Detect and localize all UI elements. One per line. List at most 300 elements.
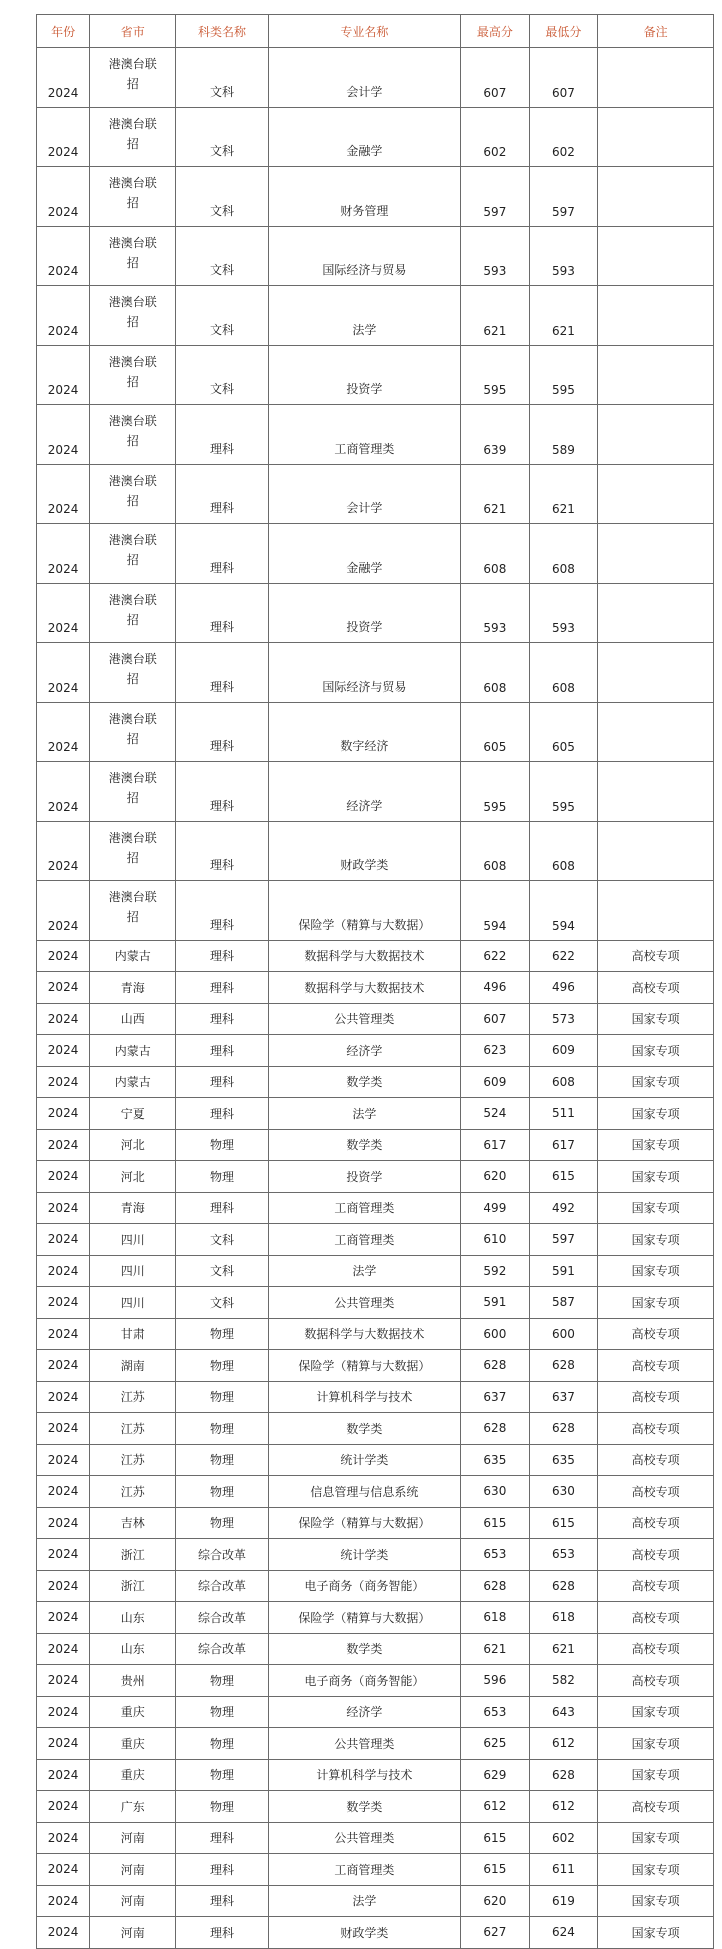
- year-cell: 2024: [37, 1255, 90, 1287]
- min-score-cell: 628: [529, 1413, 598, 1445]
- year-cell: 2024: [37, 1381, 90, 1413]
- year-cell: 2024: [37, 226, 90, 286]
- subject-cell: 理科: [176, 405, 268, 465]
- note-cell: [598, 107, 714, 167]
- table-row: [37, 972, 714, 1004]
- province-text: 港澳台联招: [108, 592, 157, 627]
- table-row: [37, 1917, 714, 1949]
- subject-cell: 物理: [176, 1444, 268, 1476]
- province-cell: [90, 643, 176, 703]
- note-cell: 高校专项: [598, 1476, 714, 1508]
- province-cell: 重庆: [90, 1728, 176, 1760]
- major-cell: 数学类: [268, 1791, 461, 1823]
- year-cell: 2024: [37, 583, 90, 643]
- note-cell: [598, 524, 714, 584]
- table-row: [37, 1066, 714, 1098]
- major-cell: 金融学: [268, 107, 461, 167]
- table-row: [37, 1539, 714, 1571]
- note-cell: 国家专项: [598, 1192, 714, 1224]
- province-text: 港澳台联招: [108, 473, 157, 508]
- province-cell: 内蒙古: [90, 1066, 176, 1098]
- year-cell: 2024: [37, 1759, 90, 1791]
- year-cell: 2024: [37, 1129, 90, 1161]
- subject-cell: 理科: [176, 464, 268, 524]
- note-cell: 国家专项: [598, 1035, 714, 1067]
- max-score-cell: 608: [461, 643, 530, 703]
- province-cell: [90, 762, 176, 822]
- max-score-cell: 608: [461, 821, 530, 881]
- min-score-cell: 595: [529, 762, 598, 822]
- table-row: [37, 1602, 714, 1634]
- province-cell: 重庆: [90, 1696, 176, 1728]
- year-cell: 2024: [37, 1476, 90, 1508]
- subject-cell: 理科: [176, 1066, 268, 1098]
- note-cell: [598, 881, 714, 941]
- year-cell: 2024: [37, 762, 90, 822]
- max-score-cell: 609: [461, 1066, 530, 1098]
- note-cell: 高校专项: [598, 1570, 714, 1602]
- table-row: [37, 1381, 714, 1413]
- min-score-cell: 593: [529, 226, 598, 286]
- province-text: 港澳台联招: [108, 711, 157, 746]
- province-cell: 四川: [90, 1255, 176, 1287]
- province-cell: 重庆: [90, 1759, 176, 1791]
- note-cell: 高校专项: [598, 1539, 714, 1571]
- subject-cell: 理科: [176, 881, 268, 941]
- min-score-cell: 607: [529, 48, 598, 108]
- table-row: [37, 762, 714, 822]
- year-cell: 2024: [37, 821, 90, 881]
- province-cell: 内蒙古: [90, 940, 176, 972]
- table-row: [37, 1696, 714, 1728]
- year-cell: 2024: [37, 1665, 90, 1697]
- note-cell: [598, 48, 714, 108]
- max-score-cell: 628: [461, 1413, 530, 1445]
- year-cell: 2024: [37, 1318, 90, 1350]
- major-cell: 计算机科学与技术: [268, 1759, 461, 1791]
- table-row: [37, 1728, 714, 1760]
- subject-cell: 文科: [176, 107, 268, 167]
- max-score-cell: 625: [461, 1728, 530, 1760]
- province-cell: 宁夏: [90, 1098, 176, 1130]
- note-cell: 高校专项: [598, 1665, 714, 1697]
- province-text: 港澳台联招: [108, 354, 157, 389]
- note-cell: 高校专项: [598, 1791, 714, 1823]
- max-score-cell: 596: [461, 1665, 530, 1697]
- min-score-cell: 511: [529, 1098, 598, 1130]
- max-score-cell: 594: [461, 881, 530, 941]
- max-score-cell: 621: [461, 1633, 530, 1665]
- table-row: [37, 1003, 714, 1035]
- subject-cell: 理科: [176, 1917, 268, 1949]
- table-row: [37, 583, 714, 643]
- province-cell: 贵州: [90, 1665, 176, 1697]
- table-row: [37, 167, 714, 227]
- max-score-cell: 617: [461, 1129, 530, 1161]
- year-cell: 2024: [37, 1885, 90, 1917]
- major-cell: 统计学类: [268, 1539, 461, 1571]
- max-score-cell: 630: [461, 1476, 530, 1508]
- table-row: [37, 1350, 714, 1382]
- table-row: [37, 1287, 714, 1319]
- note-cell: 国家专项: [598, 1822, 714, 1854]
- admission-scores-table: [36, 14, 714, 1949]
- max-score-cell: 653: [461, 1696, 530, 1728]
- major-cell: 保险学（精算与大数据）: [268, 1602, 461, 1634]
- max-score-cell: 595: [461, 762, 530, 822]
- note-cell: 国家专项: [598, 1066, 714, 1098]
- max-score-cell: 628: [461, 1570, 530, 1602]
- province-text: 港澳台联招: [108, 652, 157, 686]
- major-cell: 经济学: [268, 762, 461, 822]
- min-score-cell: 628: [529, 1759, 598, 1791]
- min-score-cell: 605: [529, 702, 598, 762]
- max-score-cell: 499: [461, 1192, 530, 1224]
- subject-cell: 综合改革: [176, 1570, 268, 1602]
- province-cell: 山东: [90, 1602, 176, 1634]
- table-row: [37, 702, 714, 762]
- major-cell: 保险学（精算与大数据）: [268, 1507, 461, 1539]
- subject-cell: 文科: [176, 286, 268, 346]
- table-row: [37, 345, 714, 405]
- province-cell: 河南: [90, 1917, 176, 1949]
- province-text: 港澳台联招: [108, 116, 157, 151]
- note-cell: [598, 167, 714, 227]
- max-score-cell: 615: [461, 1854, 530, 1886]
- year-cell: 2024: [37, 464, 90, 524]
- major-cell: 财务管理: [268, 167, 461, 227]
- max-score-cell: 629: [461, 1759, 530, 1791]
- max-score-cell: 608: [461, 524, 530, 584]
- min-score-cell: 594: [529, 881, 598, 941]
- province-cell: [90, 107, 176, 167]
- year-cell: 2024: [37, 1444, 90, 1476]
- year-cell: 2024: [37, 1413, 90, 1445]
- major-cell: 信息管理与信息系统: [268, 1476, 461, 1508]
- major-cell: 公共管理类: [268, 1287, 461, 1319]
- max-score-cell: 610: [461, 1224, 530, 1256]
- province-cell: 甘肃: [90, 1318, 176, 1350]
- max-score-cell: 593: [461, 226, 530, 286]
- table-header-row: [37, 15, 714, 48]
- province-text: 港澳台联招: [108, 533, 157, 567]
- province-text: 港澳台联招: [108, 890, 157, 924]
- major-cell: 金融学: [268, 524, 461, 584]
- major-cell: 计算机科学与技术: [268, 1381, 461, 1413]
- max-score-cell: 639: [461, 405, 530, 465]
- min-score-cell: 643: [529, 1696, 598, 1728]
- province-cell: [90, 48, 176, 108]
- table-row: [37, 643, 714, 703]
- table-row: [37, 881, 714, 941]
- major-cell: 数据科学与大数据技术: [268, 940, 461, 972]
- min-score-cell: 628: [529, 1570, 598, 1602]
- table-row: [37, 1255, 714, 1287]
- subject-cell: 理科: [176, 762, 268, 822]
- table-row: [37, 226, 714, 286]
- note-cell: 国家专项: [598, 1098, 714, 1130]
- subject-cell: 文科: [176, 226, 268, 286]
- year-cell: 2024: [37, 643, 90, 703]
- subject-cell: 物理: [176, 1665, 268, 1697]
- max-score-cell: 595: [461, 345, 530, 405]
- province-cell: 四川: [90, 1224, 176, 1256]
- table-body: [37, 48, 714, 1949]
- province-cell: [90, 881, 176, 941]
- subject-cell: 理科: [176, 1822, 268, 1854]
- major-cell: 电子商务（商务智能）: [268, 1665, 461, 1697]
- min-score-cell: 573: [529, 1003, 598, 1035]
- max-score-cell: 621: [461, 464, 530, 524]
- note-cell: 国家专项: [598, 1696, 714, 1728]
- min-score-cell: 602: [529, 107, 598, 167]
- major-cell: 保险学（精算与大数据）: [268, 1350, 461, 1382]
- year-cell: 2024: [37, 1035, 90, 1067]
- table-row: [37, 405, 714, 465]
- major-cell: 数学类: [268, 1413, 461, 1445]
- header-max-score: 最高分: [461, 15, 530, 48]
- province-cell: 青海: [90, 972, 176, 1004]
- subject-cell: 理科: [176, 702, 268, 762]
- subject-cell: 理科: [176, 972, 268, 1004]
- province-text: 港澳台联招: [108, 414, 157, 448]
- province-cell: [90, 702, 176, 762]
- table-row: [37, 1161, 714, 1193]
- major-cell: 保险学（精算与大数据）: [268, 881, 461, 941]
- table-row: [37, 1192, 714, 1224]
- table-row: [37, 464, 714, 524]
- table-row: [37, 48, 714, 108]
- subject-cell: 文科: [176, 48, 268, 108]
- major-cell: 投资学: [268, 345, 461, 405]
- province-cell: 广东: [90, 1791, 176, 1823]
- year-cell: 2024: [37, 1570, 90, 1602]
- min-score-cell: 608: [529, 524, 598, 584]
- major-cell: 财政学类: [268, 1917, 461, 1949]
- min-score-cell: 587: [529, 1287, 598, 1319]
- min-score-cell: 597: [529, 1224, 598, 1256]
- subject-cell: 理科: [176, 821, 268, 881]
- note-cell: [598, 643, 714, 703]
- min-score-cell: 600: [529, 1318, 598, 1350]
- min-score-cell: 617: [529, 1129, 598, 1161]
- year-cell: 2024: [37, 972, 90, 1004]
- min-score-cell: 615: [529, 1507, 598, 1539]
- min-score-cell: 630: [529, 1476, 598, 1508]
- subject-cell: 综合改革: [176, 1539, 268, 1571]
- province-cell: 河南: [90, 1885, 176, 1917]
- year-cell: 2024: [37, 881, 90, 941]
- major-cell: 经济学: [268, 1696, 461, 1728]
- note-cell: [598, 345, 714, 405]
- subject-cell: 理科: [176, 583, 268, 643]
- max-score-cell: 623: [461, 1035, 530, 1067]
- year-cell: 2024: [37, 1066, 90, 1098]
- header-year: 年份: [37, 15, 90, 48]
- subject-cell: 文科: [176, 1224, 268, 1256]
- min-score-cell: 612: [529, 1791, 598, 1823]
- min-score-cell: 653: [529, 1539, 598, 1571]
- subject-cell: 综合改革: [176, 1633, 268, 1665]
- min-score-cell: 609: [529, 1035, 598, 1067]
- subject-cell: 物理: [176, 1381, 268, 1413]
- year-cell: 2024: [37, 1696, 90, 1728]
- province-cell: 湖南: [90, 1350, 176, 1382]
- major-cell: 法学: [268, 1885, 461, 1917]
- note-cell: 高校专项: [598, 1318, 714, 1350]
- min-score-cell: 635: [529, 1444, 598, 1476]
- header-note: 备注: [598, 15, 714, 48]
- subject-cell: 物理: [176, 1476, 268, 1508]
- province-cell: 内蒙古: [90, 1035, 176, 1067]
- year-cell: 2024: [37, 286, 90, 346]
- max-score-cell: 524: [461, 1098, 530, 1130]
- subject-cell: 物理: [176, 1728, 268, 1760]
- max-score-cell: 612: [461, 1791, 530, 1823]
- table-row: [37, 1413, 714, 1445]
- subject-cell: 理科: [176, 524, 268, 584]
- note-cell: [598, 226, 714, 286]
- max-score-cell: 628: [461, 1350, 530, 1382]
- max-score-cell: 615: [461, 1507, 530, 1539]
- province-text: 港澳台联招: [108, 235, 157, 270]
- major-cell: 投资学: [268, 1161, 461, 1193]
- province-cell: 山西: [90, 1003, 176, 1035]
- min-score-cell: 615: [529, 1161, 598, 1193]
- max-score-cell: 637: [461, 1381, 530, 1413]
- year-cell: 2024: [37, 702, 90, 762]
- table-row: [37, 1822, 714, 1854]
- table-row: [37, 821, 714, 881]
- subject-cell: 文科: [176, 1287, 268, 1319]
- major-cell: 数据科学与大数据技术: [268, 1318, 461, 1350]
- max-score-cell: 602: [461, 107, 530, 167]
- min-score-cell: 591: [529, 1255, 598, 1287]
- table-row: [37, 1665, 714, 1697]
- province-cell: [90, 464, 176, 524]
- province-cell: 河北: [90, 1161, 176, 1193]
- subject-cell: 理科: [176, 1098, 268, 1130]
- min-score-cell: 612: [529, 1728, 598, 1760]
- header-subject: 科类名称: [176, 15, 268, 48]
- subject-cell: 理科: [176, 940, 268, 972]
- table-row: [37, 1129, 714, 1161]
- year-cell: 2024: [37, 1287, 90, 1319]
- year-cell: 2024: [37, 1098, 90, 1130]
- note-cell: 高校专项: [598, 972, 714, 1004]
- note-cell: [598, 405, 714, 465]
- note-cell: 高校专项: [598, 940, 714, 972]
- table-row: [37, 1791, 714, 1823]
- max-score-cell: 597: [461, 167, 530, 227]
- province-text: 港澳台联招: [108, 771, 157, 805]
- table-row: [37, 1570, 714, 1602]
- subject-cell: 综合改革: [176, 1602, 268, 1634]
- year-cell: 2024: [37, 1224, 90, 1256]
- subject-cell: 物理: [176, 1350, 268, 1382]
- max-score-cell: 620: [461, 1161, 530, 1193]
- note-cell: 国家专项: [598, 1161, 714, 1193]
- subject-cell: 文科: [176, 345, 268, 405]
- year-cell: 2024: [37, 167, 90, 227]
- province-cell: [90, 226, 176, 286]
- note-cell: [598, 762, 714, 822]
- major-cell: 工商管理类: [268, 405, 461, 465]
- subject-cell: 物理: [176, 1507, 268, 1539]
- note-cell: 国家专项: [598, 1759, 714, 1791]
- subject-cell: 物理: [176, 1791, 268, 1823]
- major-cell: 工商管理类: [268, 1854, 461, 1886]
- max-score-cell: 635: [461, 1444, 530, 1476]
- year-cell: 2024: [37, 1539, 90, 1571]
- subject-cell: 物理: [176, 1318, 268, 1350]
- subject-cell: 理科: [176, 1192, 268, 1224]
- year-cell: 2024: [37, 1728, 90, 1760]
- major-cell: 法学: [268, 1255, 461, 1287]
- major-cell: 国际经济与贸易: [268, 226, 461, 286]
- note-cell: [598, 702, 714, 762]
- note-cell: 高校专项: [598, 1602, 714, 1634]
- max-score-cell: 653: [461, 1539, 530, 1571]
- table-row: [37, 1224, 714, 1256]
- major-cell: 公共管理类: [268, 1728, 461, 1760]
- note-cell: [598, 821, 714, 881]
- table-row: [37, 1318, 714, 1350]
- min-score-cell: 608: [529, 1066, 598, 1098]
- province-cell: [90, 405, 176, 465]
- province-cell: [90, 524, 176, 584]
- province-cell: 青海: [90, 1192, 176, 1224]
- max-score-cell: 591: [461, 1287, 530, 1319]
- table-row: [37, 1854, 714, 1886]
- note-cell: 国家专项: [598, 1854, 714, 1886]
- province-cell: [90, 345, 176, 405]
- note-cell: 国家专项: [598, 1129, 714, 1161]
- subject-cell: 文科: [176, 167, 268, 227]
- note-cell: 高校专项: [598, 1507, 714, 1539]
- note-cell: [598, 464, 714, 524]
- province-cell: 四川: [90, 1287, 176, 1319]
- subject-cell: 理科: [176, 1035, 268, 1067]
- year-cell: 2024: [37, 107, 90, 167]
- year-cell: 2024: [37, 1917, 90, 1949]
- min-score-cell: 492: [529, 1192, 598, 1224]
- min-score-cell: 637: [529, 1381, 598, 1413]
- province-cell: 江苏: [90, 1381, 176, 1413]
- max-score-cell: 496: [461, 972, 530, 1004]
- min-score-cell: 621: [529, 1633, 598, 1665]
- year-cell: 2024: [37, 1602, 90, 1634]
- major-cell: 工商管理类: [268, 1192, 461, 1224]
- major-cell: 公共管理类: [268, 1822, 461, 1854]
- min-score-cell: 618: [529, 1602, 598, 1634]
- major-cell: 经济学: [268, 1035, 461, 1067]
- max-score-cell: 607: [461, 48, 530, 108]
- table-row: [37, 1098, 714, 1130]
- major-cell: 国际经济与贸易: [268, 643, 461, 703]
- province-cell: 河南: [90, 1822, 176, 1854]
- province-text: 港澳台联招: [108, 295, 157, 329]
- province-cell: 河北: [90, 1129, 176, 1161]
- year-cell: 2024: [37, 345, 90, 405]
- min-score-cell: 619: [529, 1885, 598, 1917]
- note-cell: 国家专项: [598, 1728, 714, 1760]
- table-row: [37, 1476, 714, 1508]
- subject-cell: 理科: [176, 1003, 268, 1035]
- year-cell: 2024: [37, 1633, 90, 1665]
- year-cell: 2024: [37, 1822, 90, 1854]
- min-score-cell: 582: [529, 1665, 598, 1697]
